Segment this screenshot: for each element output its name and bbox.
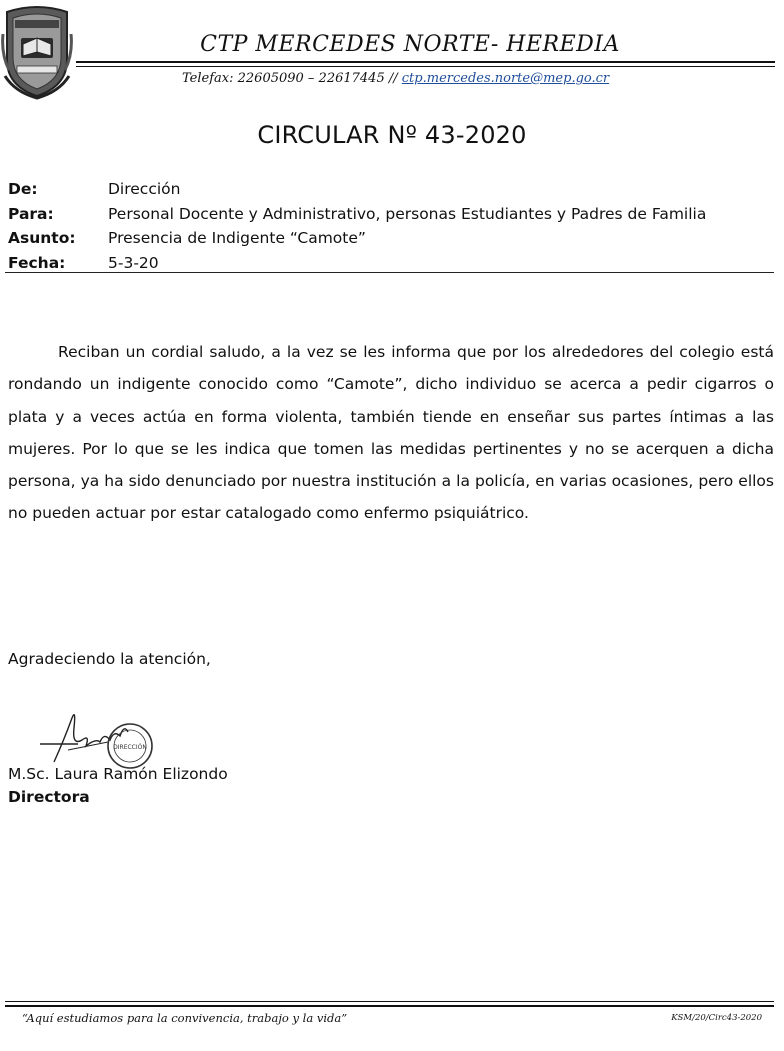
from-label: De: <box>8 180 38 199</box>
contact-separator: // <box>388 71 398 86</box>
meta-row-from <box>8 177 774 202</box>
footer-motto: “Aquí estudiamos para la convivencia, trabajo y la vida” <box>22 1011 348 1025</box>
contact-line <box>182 71 609 86</box>
school-crest-icon <box>1 4 73 100</box>
from-value: Dirección <box>108 180 181 199</box>
signer-name: M.Sc. Laura Ramón Elizondo <box>8 765 228 783</box>
meta-divider <box>5 272 774 273</box>
footer-divider <box>5 1005 774 1007</box>
subject-label: Asunto: <box>8 229 76 248</box>
circular-meta <box>8 177 774 275</box>
reference-code: KSM/20/Circ43-2020 <box>671 1013 762 1023</box>
closing-line: Agradeciendo la atención, <box>8 650 211 668</box>
to-value: Personal Docente y Administrativo, personas Estudiantes y Padres de Familia <box>108 204 707 223</box>
meta-row-to <box>8 202 774 227</box>
stamp-text: DIRECCIÓN <box>113 744 147 751</box>
email-link[interactable]: ctp.mercedes.norte@mep.go.cr <box>401 71 610 86</box>
footer-divider-thin <box>5 1001 774 1002</box>
date-label: Fecha: <box>8 253 66 272</box>
school-name: CTP MERCEDES NORTE- HEREDIA <box>200 32 620 57</box>
subject-value: Presencia de Indigente “Camote” <box>108 229 366 248</box>
phone-numbers: 22605090 – 22617445 <box>237 71 385 86</box>
body-paragraph: Reciban un cordial saludo, a la vez se les informa que por los alrededores del colegio está rondando un indigente conocido como “Camote”, dicho individuo se acerca a pedir cigarros o plata y a veces actúa en forma violenta, también tiende en enseñar sus partes íntimas a las mujeres. Por lo que se les indica que tomen las medidas pertinentes y no se acerquen a dicha persona, ya ha sido denunciado por nuestra institución a la policía, en varias ocasiones, pero ellos no pueden actuar por estar catalogado como enfermo psiquiátrico. <box>8 343 774 523</box>
circular-title: CIRCULAR Nº 43-2020 <box>257 121 527 149</box>
date-value: 5-3-20 <box>108 253 159 272</box>
header-divider <box>76 61 775 63</box>
to-label: Para: <box>8 204 54 223</box>
header-divider-thin <box>76 66 775 67</box>
signer-title: Directora <box>8 788 90 806</box>
meta-row-subject <box>8 226 774 251</box>
telefax-label: Telefax: <box>182 71 234 86</box>
